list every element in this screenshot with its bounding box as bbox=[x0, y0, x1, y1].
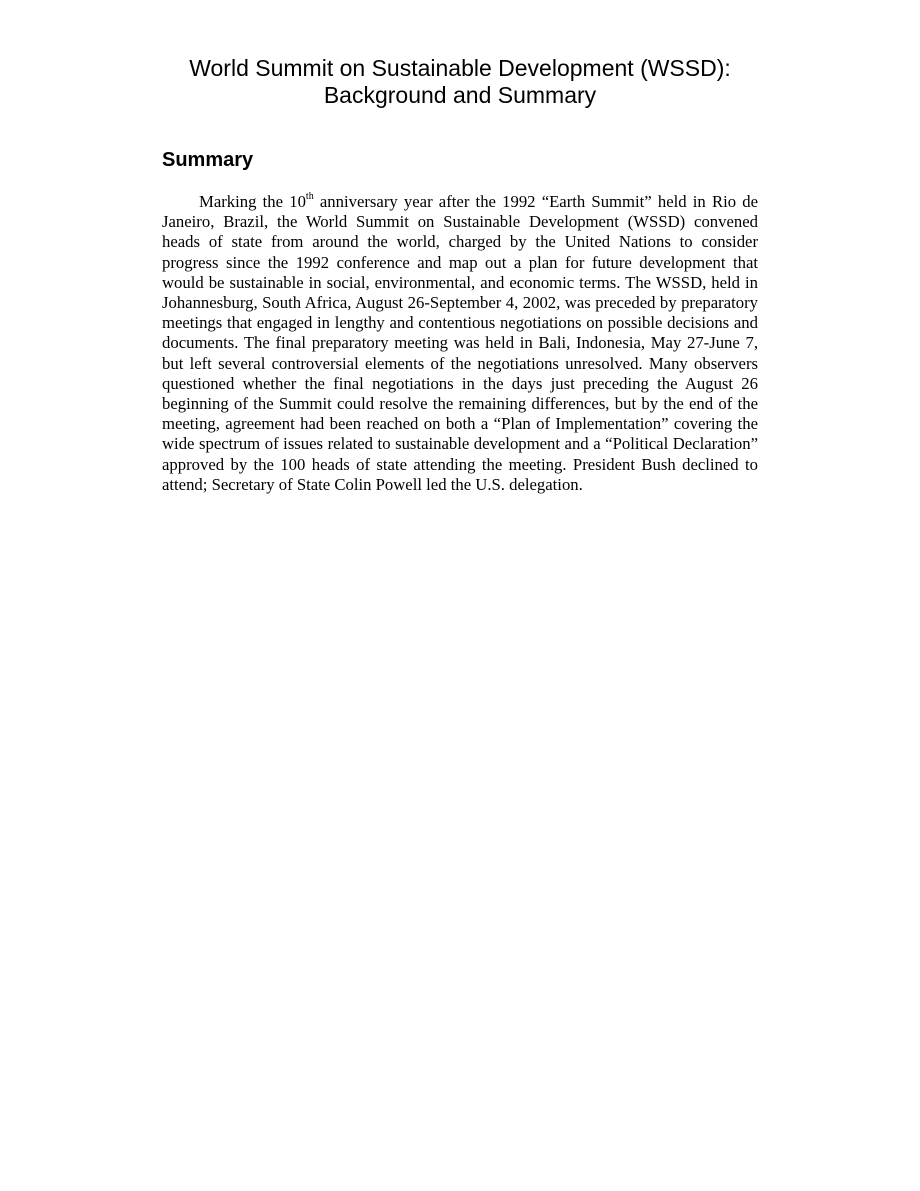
document-title-line-2: Background and Summary bbox=[323, 82, 597, 108]
document-title-line-1: World Summit on Sustainable Development (WSSD): bbox=[189, 55, 731, 81]
document-title bbox=[120, 55, 800, 109]
summary-lead-text: Marking the 10 bbox=[199, 192, 306, 211]
summary-body-text: anniversary year after the 1992 “Earth Summit” held in Rio de Janeiro, Brazil, the World Summit on Sustainable Development (WSSD) convened heads of state from around the world, charged by the United Nations to consider progress since the 1992 conference and map out a plan for future development that would be sustainable in social, environmental, and economic terms. The WSSD, held in Johannesburg, South Africa, August 26-September 4, 2002, was preceded by preparatory meetings that engaged in lengthy and contentious negotiations on possible decisions and documents. The final preparatory meeting was held in Bali, Indonesia, May 27-June 7, but left several controversial elements of the negotiations unresolved. Many observers questioned whether the final negotiations in the days just preceding the August 26 beginning of the Summit could resolve the remaining differences, but by the end of the meeting, agreement had been reached on both a “Plan of Implementation” covering the wide spectrum of issues related to sustainable development and a “Political Declaration” approved by the 100 heads of state attending the meeting. President Bush declined to attend; Secretary of State Colin Powell led the U.S. delegation. bbox=[162, 192, 758, 494]
summary-paragraph bbox=[162, 192, 758, 495]
ordinal-superscript: th bbox=[305, 191, 314, 203]
summary-heading: Summary bbox=[162, 149, 254, 171]
